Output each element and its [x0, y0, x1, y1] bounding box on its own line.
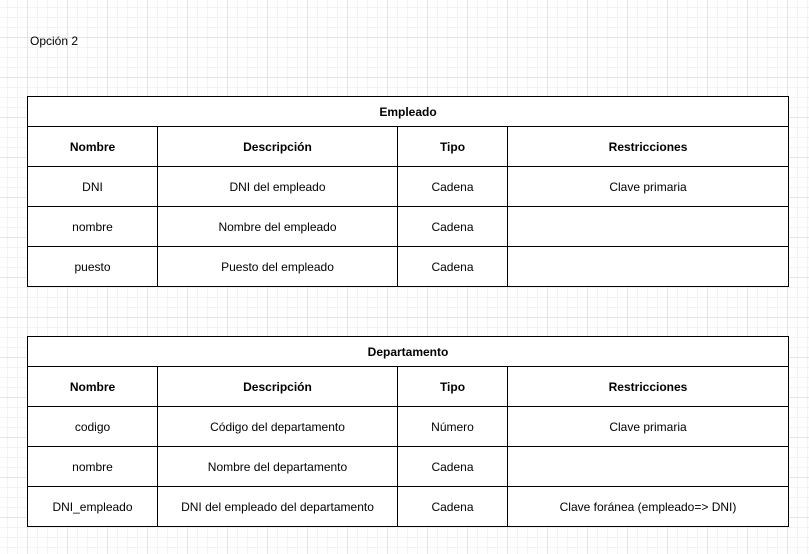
table-title: Empleado	[28, 97, 789, 127]
cell-descripcion: Puesto del empleado	[158, 247, 398, 287]
cell-descripcion: Nombre del departamento	[158, 447, 398, 487]
cell-restricciones: Clave primaria	[508, 407, 789, 447]
cell-descripcion: Nombre del empleado	[158, 207, 398, 247]
cell-restricciones: Clave foránea (empleado=> DNI)	[508, 487, 789, 527]
cell-nombre: codigo	[28, 407, 158, 447]
header-row	[28, 127, 789, 167]
cell-nombre: puesto	[28, 247, 158, 287]
cell-nombre: DNI_empleado	[28, 487, 158, 527]
table-row	[28, 167, 789, 207]
column-header-restricciones: Restricciones	[508, 127, 789, 167]
entity-table-empleado	[27, 96, 789, 287]
cell-nombre: DNI	[28, 167, 158, 207]
entity-table-departamento	[27, 336, 789, 527]
table-row	[28, 247, 789, 287]
column-header-tipo: Tipo	[398, 367, 508, 407]
column-header-nombre: Nombre	[28, 127, 158, 167]
cell-descripcion: DNI del empleado del departamento	[158, 487, 398, 527]
column-header-descripcion: Descripción	[158, 127, 398, 167]
cell-descripcion: Código del departamento	[158, 407, 398, 447]
cell-tipo: Cadena	[398, 447, 508, 487]
table-row	[28, 447, 789, 487]
cell-nombre: nombre	[28, 447, 158, 487]
header-row	[28, 367, 789, 407]
column-header-tipo: Tipo	[398, 127, 508, 167]
cell-restricciones	[508, 247, 789, 287]
cell-restricciones	[508, 447, 789, 487]
column-header-nombre: Nombre	[28, 367, 158, 407]
table-row	[28, 487, 789, 527]
cell-tipo: Cadena	[398, 167, 508, 207]
column-header-descripcion: Descripción	[158, 367, 398, 407]
cell-restricciones: Clave primaria	[508, 167, 789, 207]
table-title-row	[28, 97, 789, 127]
table-title: Departamento	[28, 337, 789, 367]
cell-restricciones	[508, 207, 789, 247]
cell-descripcion: DNI del empleado	[158, 167, 398, 207]
column-header-restricciones: Restricciones	[508, 367, 789, 407]
cell-tipo: Cadena	[398, 207, 508, 247]
cell-nombre: nombre	[28, 207, 158, 247]
cell-tipo: Cadena	[398, 487, 508, 527]
cell-tipo: Cadena	[398, 247, 508, 287]
cell-tipo: Número	[398, 407, 508, 447]
table-title-row	[28, 337, 789, 367]
table-row	[28, 407, 789, 447]
table-row	[28, 207, 789, 247]
option-label: Opción 2	[30, 34, 79, 48]
